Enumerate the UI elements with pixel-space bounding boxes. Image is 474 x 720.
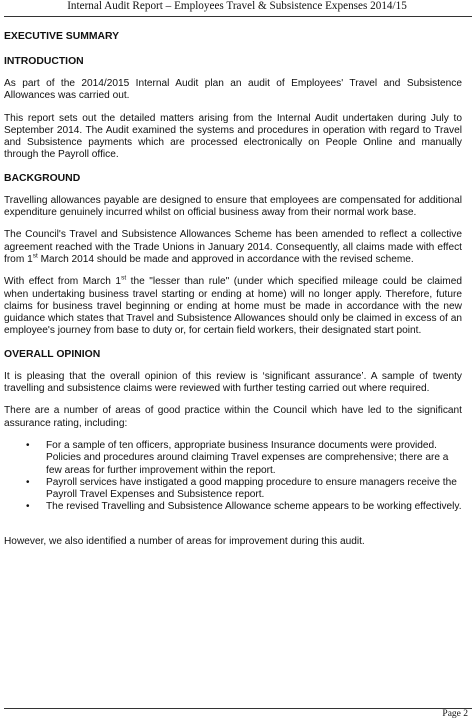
background-paragraph-3-text-b: the "lesser than rule" (under which specified mileage could be claimed when undertaking business travel starting or ending at home) will no longer apply. Therefore, future claims for business travel beginning or ending at home must be made in accordance with the new guidance which states that Travel and Subsistence Allowances should only be claimed in excess of an employee's journey from base to duty or, for certain field workers, their designated start point.	[4, 276, 462, 337]
ordinal-superscript: st	[32, 252, 38, 260]
bullet-icon: •	[26, 439, 30, 451]
opinion-paragraph-2: There are a number of areas of good practice within the Council which have led to the significant assurance rating, including:	[4, 405, 462, 429]
good-practice-list	[4, 440, 462, 514]
opinion-paragraph-1: It is pleasing that the overall opinion of this review is ‘significant assurance’. A sample of twenty travelling and subsistence claims were reviewed with further testing carried out where required.	[4, 370, 462, 395]
bullet-icon: •	[26, 476, 30, 488]
background-paragraph-3-text-a: With effect from March 1	[4, 276, 122, 288]
executive-summary-heading: EXECUTIVE SUMMARY	[4, 31, 120, 42]
header-divider	[4, 16, 472, 17]
intro-paragraph-2: This report sets out the detailed matters arising from the Internal Audit undertaken during July to September 2014. The Audit examined the systems and procedures in operation with regard to Travel and Subsistence payments which are processed electronically on People Online and manually through the Payroll office.	[4, 112, 462, 161]
bullet-icon: •	[26, 501, 30, 513]
background-paragraph-3	[4, 276, 462, 337]
opinion-paragraph-3: However, we also identified a number of areas for improvement during this audit.	[4, 535, 365, 547]
list-item-text: Payroll services have instigated a good mapping procedure to ensure managers receive the Payroll Travel Expenses and Subsistence report.	[46, 476, 457, 501]
list-item-text: For a sample of ten officers, appropriate business Insurance documents were provided. Policies and procedures around claiming Travel expenses are comprehensive; there are a few areas for further improvement within the report.	[46, 439, 449, 476]
background-paragraph-2-text-b: March 2014 should be made and approved in accordance with the revised scheme.	[37, 253, 414, 265]
page-number: Page 2	[442, 709, 468, 719]
introduction-heading: INTRODUCTION	[4, 56, 84, 67]
ordinal-superscript: st	[121, 274, 127, 282]
background-paragraph-1: Travelling allowances payable are designed to ensure that employees are compensated for additional expenditure genuinely incurred whilst on official business away from their normal work base.	[4, 194, 462, 219]
list-item	[4, 477, 462, 502]
background-heading: BACKGROUND	[4, 172, 81, 184]
footer-divider	[4, 708, 472, 709]
report-body	[4, 30, 462, 548]
overall-opinion-heading: OVERALL OPINION	[4, 348, 101, 360]
list-item-text: The revised Travelling and Subsistence Allowance scheme appears to be working effectively.	[46, 501, 462, 513]
background-paragraph-2-text-a: The Council's Travel and Subsistence Allowances Scheme has been amended to reflect a collective agreement reached with the Trade Unions in January 2014. Consequently, all claims made with effect from 1	[4, 229, 462, 265]
intro-paragraph-1: As part of the 2014/2015 Internal Audit plan an audit of Employees' Travel and Subsistence Allowances was carried out.	[4, 78, 462, 102]
list-item	[4, 440, 462, 477]
list-item	[4, 501, 462, 513]
page-header: Internal Audit Report – Employees Travel & Subsistence Expenses 2014/15	[67, 0, 407, 12]
background-paragraph-2	[4, 229, 462, 266]
